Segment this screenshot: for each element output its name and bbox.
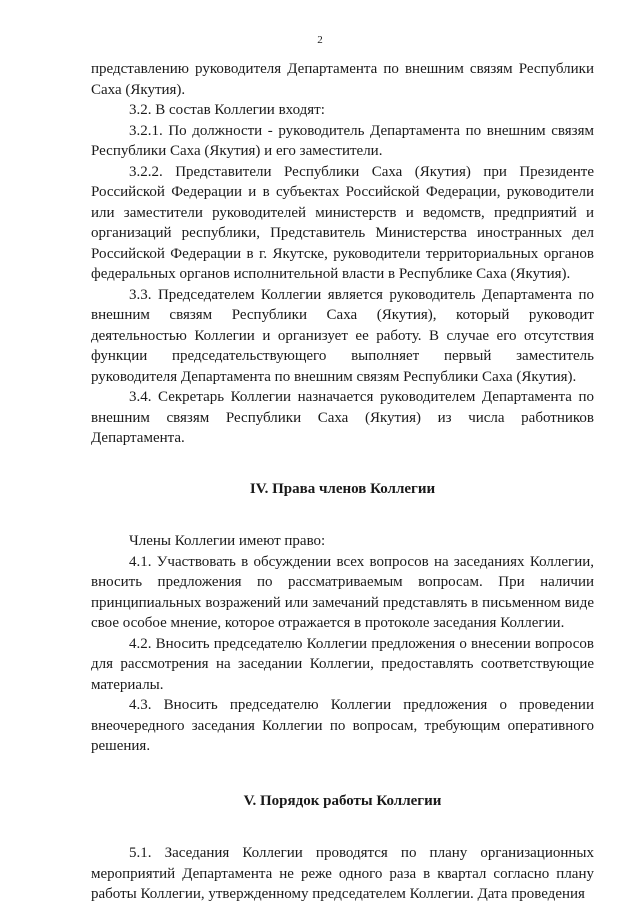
paragraph-3-2: 3.2. В состав Коллегии входят: xyxy=(129,102,325,118)
paragraph-3-2-1: 3.2.1. По должности - руководитель Департамента по внешним связям Республики Саха (Якутия) и его заместители. xyxy=(91,122,594,159)
paragraph-members-rights: Члены Коллегии имеют право: xyxy=(129,533,326,549)
document-body xyxy=(91,59,594,905)
paragraph-4-3: 4.3. Вносить председателю Коллегии предложения о проведении внеочередного заседания Коллегии по вопросам, требующим оперативного решения. xyxy=(91,697,594,754)
paragraph-4-1: 4.1. Участвовать в обсуждении всех вопросов на заседаниях Коллегии, вносить предложения по рассматриваемым вопросам. При наличии принципиальных возражений или замечаний представлять в письменном виде свое особое мнение, которое отражается в протоколе заседания Коллегии. xyxy=(91,553,594,631)
paragraph-3-2-2: 3.2.2. Представители Республики Саха (Якутия) при Президенте Российской Федерации и в субъектах Российской Федерации, руководители или заместители руководителей министерств и ведомств, предприятий и организаций республики, Представитель Министерства иностранных дел Российской Федерации в г. Якутске, руководители территориальных органов федеральных органов исполнительной власти в Республике Саха (Якутия). xyxy=(91,163,594,282)
section-4-heading: IV. Права членов Коллегии xyxy=(249,480,436,497)
paragraph-continuation: представлению руководителя Департамента по внешним связям Республики Саха (Якутия). xyxy=(91,61,594,98)
paragraph-5-1: 5.1. Заседания Коллегии проводятся по плану организационных мероприятий Департамента не реже одного раза в квартал согласно плану работы Коллегии, утвержденному председателем Коллегии. Дата проведения xyxy=(91,845,594,902)
paragraph-3-4: 3.4. Секретарь Коллегии назначается руководителем Департамента по внешним связям Республики Саха (Якутия) из числа работников Департамента. xyxy=(91,389,594,446)
paragraph-4-2: 4.2. Вносить председателю Коллегии предложения о внесении вопросов для рассмотрения на заседании Коллегии, предоставлять соответствующие материалы. xyxy=(91,635,594,693)
page-number: 2 xyxy=(317,34,323,46)
paragraph-3-3: 3.3. Председателем Коллегии является руководитель Департамента по внешним связям Республики Саха (Якутия), который руководит деятельностью Коллегии и организует ее работу. В случае его отсутствия функции председательствующего выполняет первый заместитель руководителя Департамента по внешним связям Республики Саха (Якутия). xyxy=(91,286,594,385)
section-5-heading: V. Порядок работы Коллегии xyxy=(243,792,442,809)
